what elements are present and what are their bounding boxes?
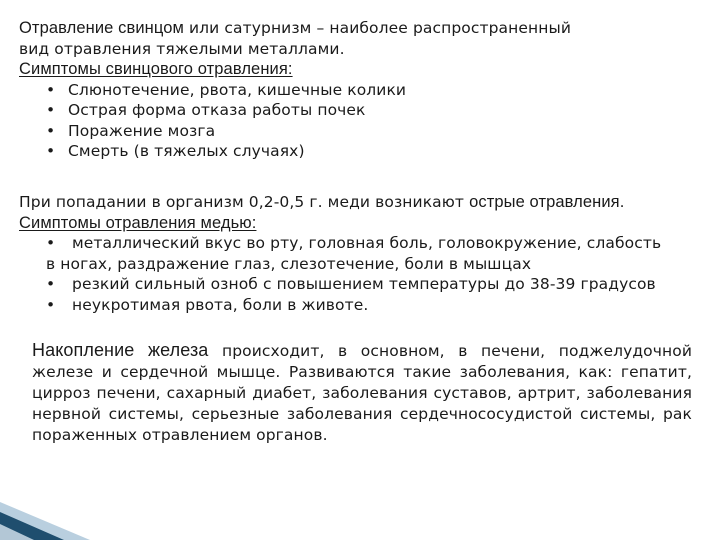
lead-intro-text-2: вид отравления тяжелыми металлами. [19, 39, 345, 58]
lead-title: Отравление свинцом [19, 19, 184, 37]
bullet-icon: • [46, 142, 56, 160]
corner-decoration [0, 450, 120, 540]
iron-text: происходит, в основном, в печени, поджелудочной железе и сердечной мышце. Развиваются такие заболевания, как: гепатит, цирроз печени, сахарный диабет, заболевания суставов, артрит, заболевания нервной системы, серьезные заболевания сердечнососудистой системы, рак пораженных отравлением органов. [32, 342, 693, 444]
lead-intro-text-1: или сатурнизм – наиболее распространенный [183, 19, 571, 37]
bullet-icon: • [46, 275, 56, 293]
list-item-text: Смерть (в тяжелых случаях) [68, 142, 305, 160]
bullet-icon: • [46, 234, 56, 252]
list-item [19, 121, 699, 142]
list-item [19, 141, 699, 162]
copper-section [19, 192, 714, 315]
bullet-icon: • [46, 101, 56, 119]
copper-intro-highlight: острые отравления. [469, 193, 625, 211]
list-item [19, 295, 714, 316]
list-item-text: металлический вкус во рту, головная боль, головокружение, слабость [72, 234, 662, 252]
copper-intro [19, 192, 714, 213]
copper-symptoms-list [19, 233, 714, 315]
lead-section [19, 18, 699, 162]
bullet-icon: • [46, 295, 56, 314]
list-item [19, 80, 699, 101]
list-item-text: неукротимая рвота, боли в животе. [72, 295, 369, 314]
lead-symptoms-list [19, 80, 699, 162]
list-item [19, 233, 714, 274]
copper-intro-text: При попадании в организм 0,2-0,5 г. меди возникают [19, 193, 470, 211]
list-item-text: Поражение мозга [68, 121, 216, 140]
lead-symptoms-heading: Симптомы свинцового отравления: [19, 60, 293, 78]
bullet-icon: • [46, 121, 56, 140]
list-item [19, 274, 714, 295]
copper-symptoms-heading: Симптомы отравления медью: [19, 213, 257, 232]
list-item-text: Острая форма отказа работы почек [68, 101, 366, 119]
lead-intro [19, 18, 699, 39]
list-item [19, 100, 699, 121]
list-item-text: резкий сильный озноб с повышением температуры до 38-39 градусов [72, 275, 656, 293]
iron-section [32, 340, 692, 446]
bullet-icon: • [46, 80, 56, 99]
list-item-text: Слюнотечение, рвота, кишечные колики [68, 80, 407, 99]
list-item-text-continued: в ногах, раздражение глаз, слезотечение, боли в мышцах [46, 254, 532, 273]
iron-title: Накопление железа [32, 340, 209, 360]
